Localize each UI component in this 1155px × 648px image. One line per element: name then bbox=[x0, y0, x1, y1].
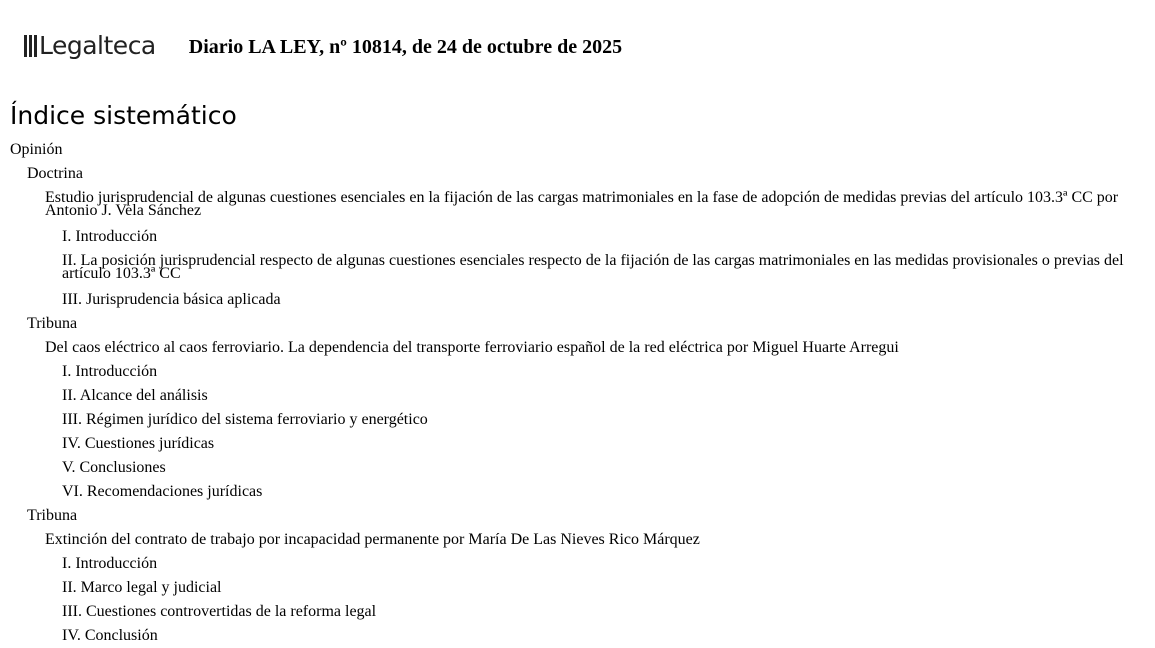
toc-subsection-link[interactable]: I. Introducción bbox=[62, 228, 158, 245]
toc-subsection-link[interactable]: III. Cuestiones controvertidas de la reforma legal bbox=[62, 603, 377, 620]
toc-subsection[interactable] bbox=[0, 225, 1155, 249]
toc-subsection-link[interactable]: II. Alcance del análisis bbox=[62, 387, 208, 404]
toc-article-title[interactable] bbox=[0, 528, 1155, 552]
toc-subsection[interactable] bbox=[0, 360, 1155, 384]
toc-subsection-link[interactable]: III. Jurisprudencia básica aplicada bbox=[62, 291, 281, 308]
toc-subsection[interactable] bbox=[0, 384, 1155, 408]
toc-subsection[interactable] bbox=[0, 408, 1155, 432]
toc-subsection-link[interactable]: IV. Cuestiones jurídicas bbox=[62, 435, 215, 452]
toc-article-link[interactable]: Del caos eléctrico al caos ferroviario. La dependencia del transporte ferroviario español de la red eléctrica por Miguel Huarte Arregui bbox=[45, 339, 899, 356]
page-title: Índice sistemático bbox=[10, 101, 237, 130]
toc-subsection-link[interactable]: II. La posición jurisprudencial respecto de algunas cuestiones esenciales respecto de la fijación de las cargas matrimoniales en las medidas provisionales o previas del artículo 103.3ª CC bbox=[62, 252, 1124, 282]
toc-subsection[interactable] bbox=[0, 432, 1155, 456]
toc-article-title[interactable] bbox=[0, 336, 1155, 360]
table-of-contents bbox=[0, 138, 1155, 648]
issue-title: Diario LA LEY, nº 10814, de 24 de octubre de 2025 bbox=[188, 35, 623, 58]
toc-article-link[interactable]: Extinción del contrato de trabajo por incapacidad permanente por María De Las Nieves Rico Márquez bbox=[45, 531, 700, 548]
toc-subsection-link[interactable]: IV. Conclusión bbox=[62, 627, 158, 644]
toc-subsection-link[interactable]: V. Conclusiones bbox=[62, 459, 166, 476]
toc-article-title[interactable] bbox=[0, 186, 1135, 225]
toc-category-doctrina: Doctrina bbox=[27, 165, 83, 182]
toc-subsection[interactable] bbox=[0, 552, 1155, 576]
toc-subsection[interactable] bbox=[0, 576, 1155, 600]
toc-subsection[interactable] bbox=[0, 249, 1135, 288]
toc-subsection-link[interactable]: III. Régimen jurídico del sistema ferroviario y energético bbox=[62, 411, 428, 428]
toc-article-link[interactable]: Estudio jurisprudencial de algunas cuestiones esenciales en la fijación de las cargas matrimoniales en la fase de adopción de medidas previas del artículo 103.3ª CC por Antonio J. Vela Sánchez bbox=[45, 189, 1119, 219]
logo-bars-icon bbox=[24, 35, 37, 57]
toc-subsection[interactable] bbox=[0, 480, 1155, 504]
toc-category-tribuna: Tribuna bbox=[27, 315, 78, 332]
toc-category-tribuna: Tribuna bbox=[27, 507, 78, 524]
logo-text: Legalteca bbox=[39, 30, 156, 60]
toc-subsection[interactable] bbox=[0, 600, 1155, 624]
toc-subsection-link[interactable]: I. Introducción bbox=[62, 555, 158, 572]
toc-subsection-link[interactable]: II. Marco legal y judicial bbox=[62, 579, 222, 596]
toc-subsection-link[interactable]: I. Introducción bbox=[62, 363, 158, 380]
toc-subsection[interactable] bbox=[0, 624, 1155, 648]
toc-section-opinion: Opinión bbox=[10, 141, 63, 158]
toc-subsection[interactable] bbox=[0, 288, 1155, 312]
page-header bbox=[24, 28, 622, 62]
toc-subsection-link[interactable]: VI. Recomendaciones jurídicas bbox=[62, 483, 263, 500]
legalteca-logo[interactable] bbox=[24, 28, 156, 62]
toc-subsection[interactable] bbox=[0, 456, 1155, 480]
